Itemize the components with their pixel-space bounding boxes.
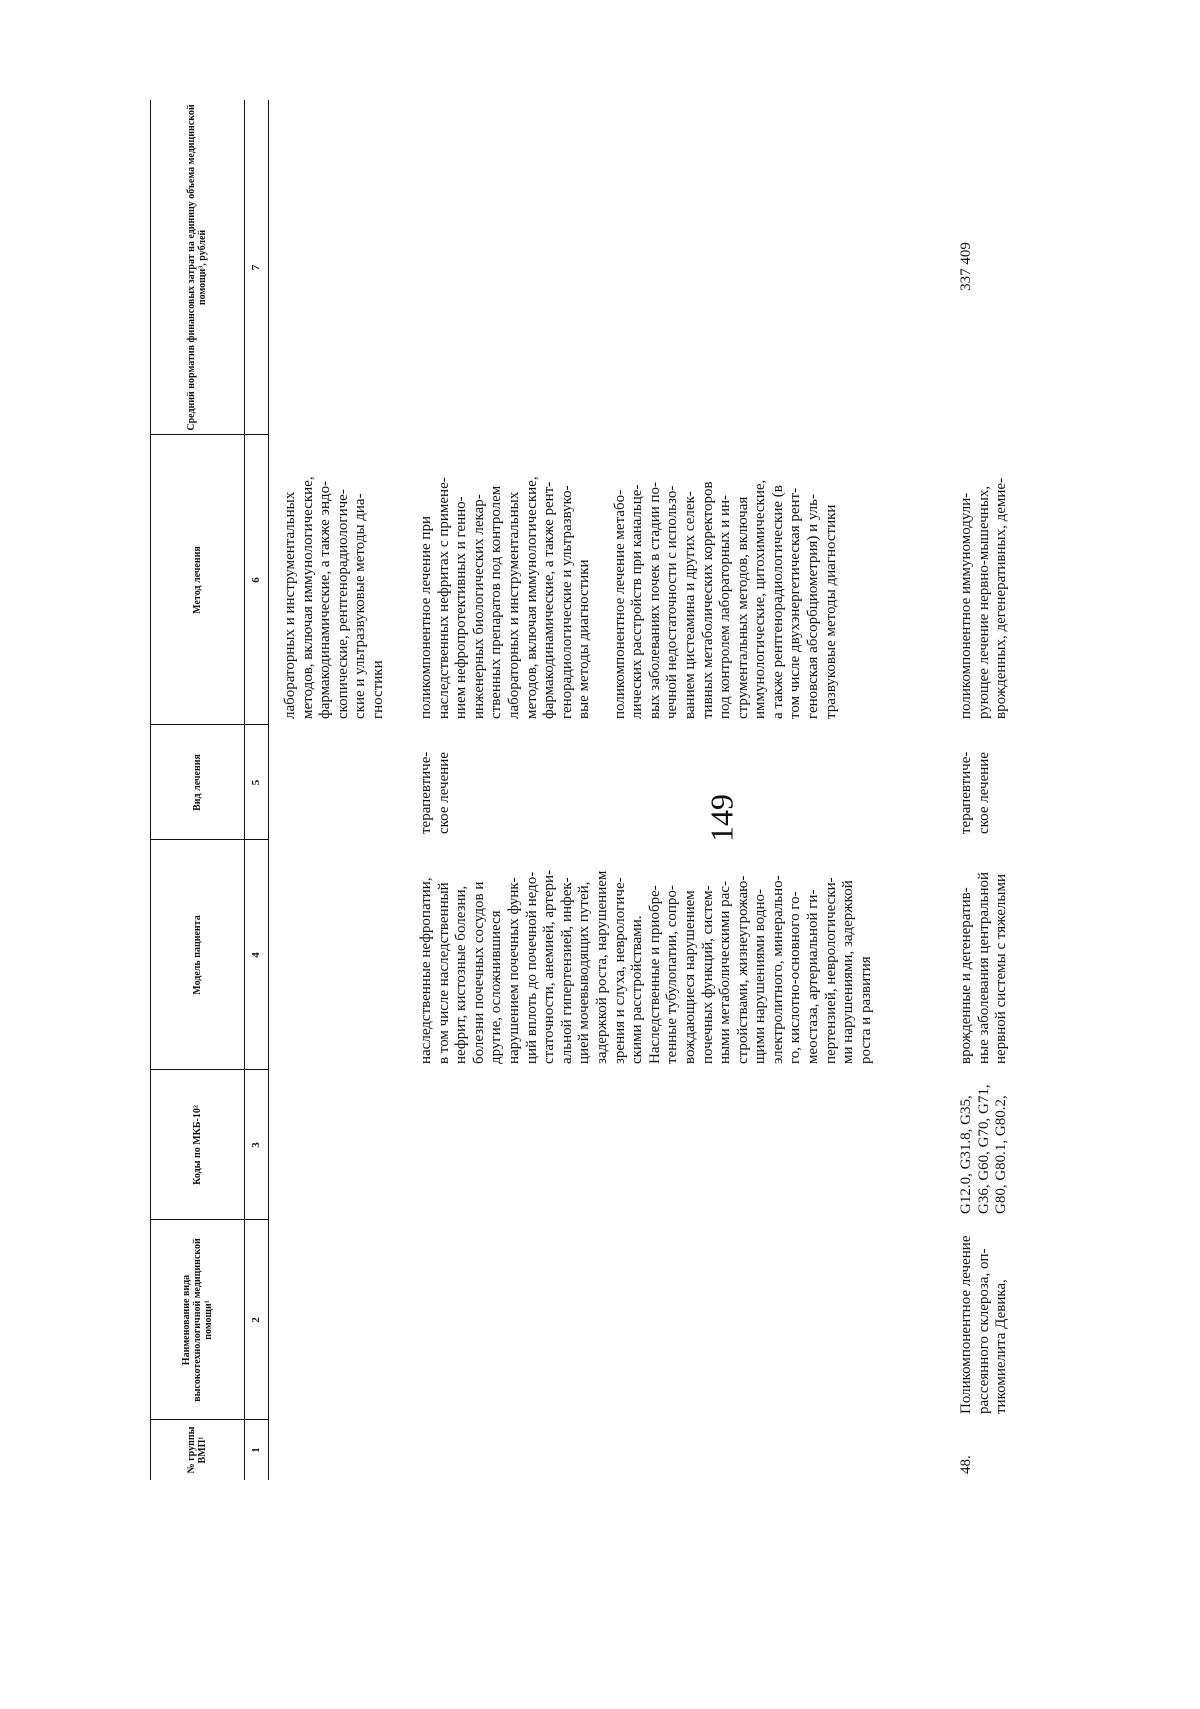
header-vmp-name: Наименование вида высокотехнологичной медицинской помощи¹: [180, 1238, 214, 1402]
header-financing-norm: Средний норматив финансовых затрат на единицу объема медицинской помощи³, рублей: [186, 104, 208, 431]
header-group-number: № группы ВМП¹: [186, 1426, 208, 1474]
header-treatment-method: Метод лечения: [191, 546, 203, 614]
table-cell-group-number: 48.: [958, 1455, 974, 1474]
header-divider: [150, 724, 244, 725]
header-divider: [150, 1419, 244, 1420]
header-divider: [150, 1069, 244, 1070]
number-row-divider: [244, 839, 268, 840]
column-number-row: [244, 100, 269, 1480]
column-number: 5: [250, 779, 262, 786]
header-divider: [150, 839, 244, 840]
column-number: 2: [250, 1317, 262, 1323]
table-cell-patient-model: наследственные нефропатии, в том числе наследственный нефрит, кистозные болезни, болезни почечных сосудов и другие, осложнившиеся нарушением почечных функ- ций вплоть до почечной недо- статочности, анемией, артери- альной гипертензией, инфек- цией мочевыводящих путей, задержкой роста, нарушением зрения и слуха, неврологиче- скими расстройствами. Наследственные и приобре- тенные тубулопатии, сопро- вождающиеся нарушением почечных функций, систем- ными метаболическими рас- стройствами, жизнеугрожаю- щими нарушениями водно- электролитного, минерально- го, кислотно-основного го- меостаза, артериальной ги- пертензией, неврологически- ми нарушениями, задержкой роста и развития: [418, 869, 874, 1064]
header-treatment-type: Вид лечения: [191, 754, 203, 811]
number-row-divider: [244, 1069, 268, 1070]
column-number: 7: [250, 264, 262, 271]
table-cell-cost: 337 409: [958, 242, 974, 291]
page-number: 149: [703, 794, 740, 842]
header-divider: [150, 434, 244, 435]
table-cell-treatment-type: терапевтиче- ское лечение: [958, 751, 992, 834]
number-row-divider: [244, 1419, 268, 1420]
table-cell-patient-model: врожденные и дегенератив- ные заболевания центральной нервной системы с тяжелыми: [958, 871, 1010, 1064]
number-row-divider: [244, 434, 268, 435]
table-cell-method: поликомпонентное лечение при наследственных нефритах с примене- нием нефропротективных и генно- инженерных биологических лекар- ственных препаратов под контролем лабораторных и инструментальных методов, включая иммунологические, фармакодинамические, а также рент- генорадиологические и ультразвуко- вые методы диагностики поликомпонентное лечение метабо- лических расстройств при канальце- вых заболеваниях почек в стадии по- чечной недостаточности с использо- ванием цистеамина и других селек- тивных метаболических корректоров под контролем лабораторных и ин- струментальных методов, включая иммунологические, цитохимические, а также рентгенорадиологические (в том числе двухэнергетическая рент- геновская абсорбциометрия) и уль- тразвуковые методы диагностики: [418, 476, 839, 719]
header-patient-model: Модель пациента: [191, 915, 203, 995]
table-cell-method: поликомпонентное иммуномодули- рующее лечение нервно-мышечных, врожденных, дегенеративных, демие-: [958, 477, 1010, 719]
table-cell-icd-codes: G12.0, G31.8, G35, G36, G60, G70, G71, G80, G80.1, G80.2,: [958, 1084, 1010, 1214]
column-number: 3: [250, 1142, 262, 1148]
header-divider: [150, 1219, 244, 1220]
column-number: 1: [250, 1447, 262, 1453]
column-number: 6: [250, 577, 262, 583]
header-icd-codes: Коды по МКБ-10²: [191, 1105, 203, 1185]
table-cell-method: лабораторных и инструментальных методов, включая иммунологические, фармакодинамические, а также эндо- скопические, рентгенорадиологиче- ские и ультразвуковые методы диа- гностики: [282, 476, 386, 719]
column-number: 4: [250, 952, 262, 958]
table-header-row: [150, 100, 245, 1480]
table-cell-treatment-type: терапевтиче- ское лечение: [418, 751, 452, 834]
number-row-divider: [244, 724, 268, 725]
table-cell-vmp-name: Поликомпонентное лечение рассеянного склероза, оп- тикомиелита Девика,: [958, 1235, 1010, 1414]
rotated-table: [150, 100, 1090, 1480]
number-row-divider: [244, 1219, 268, 1220]
